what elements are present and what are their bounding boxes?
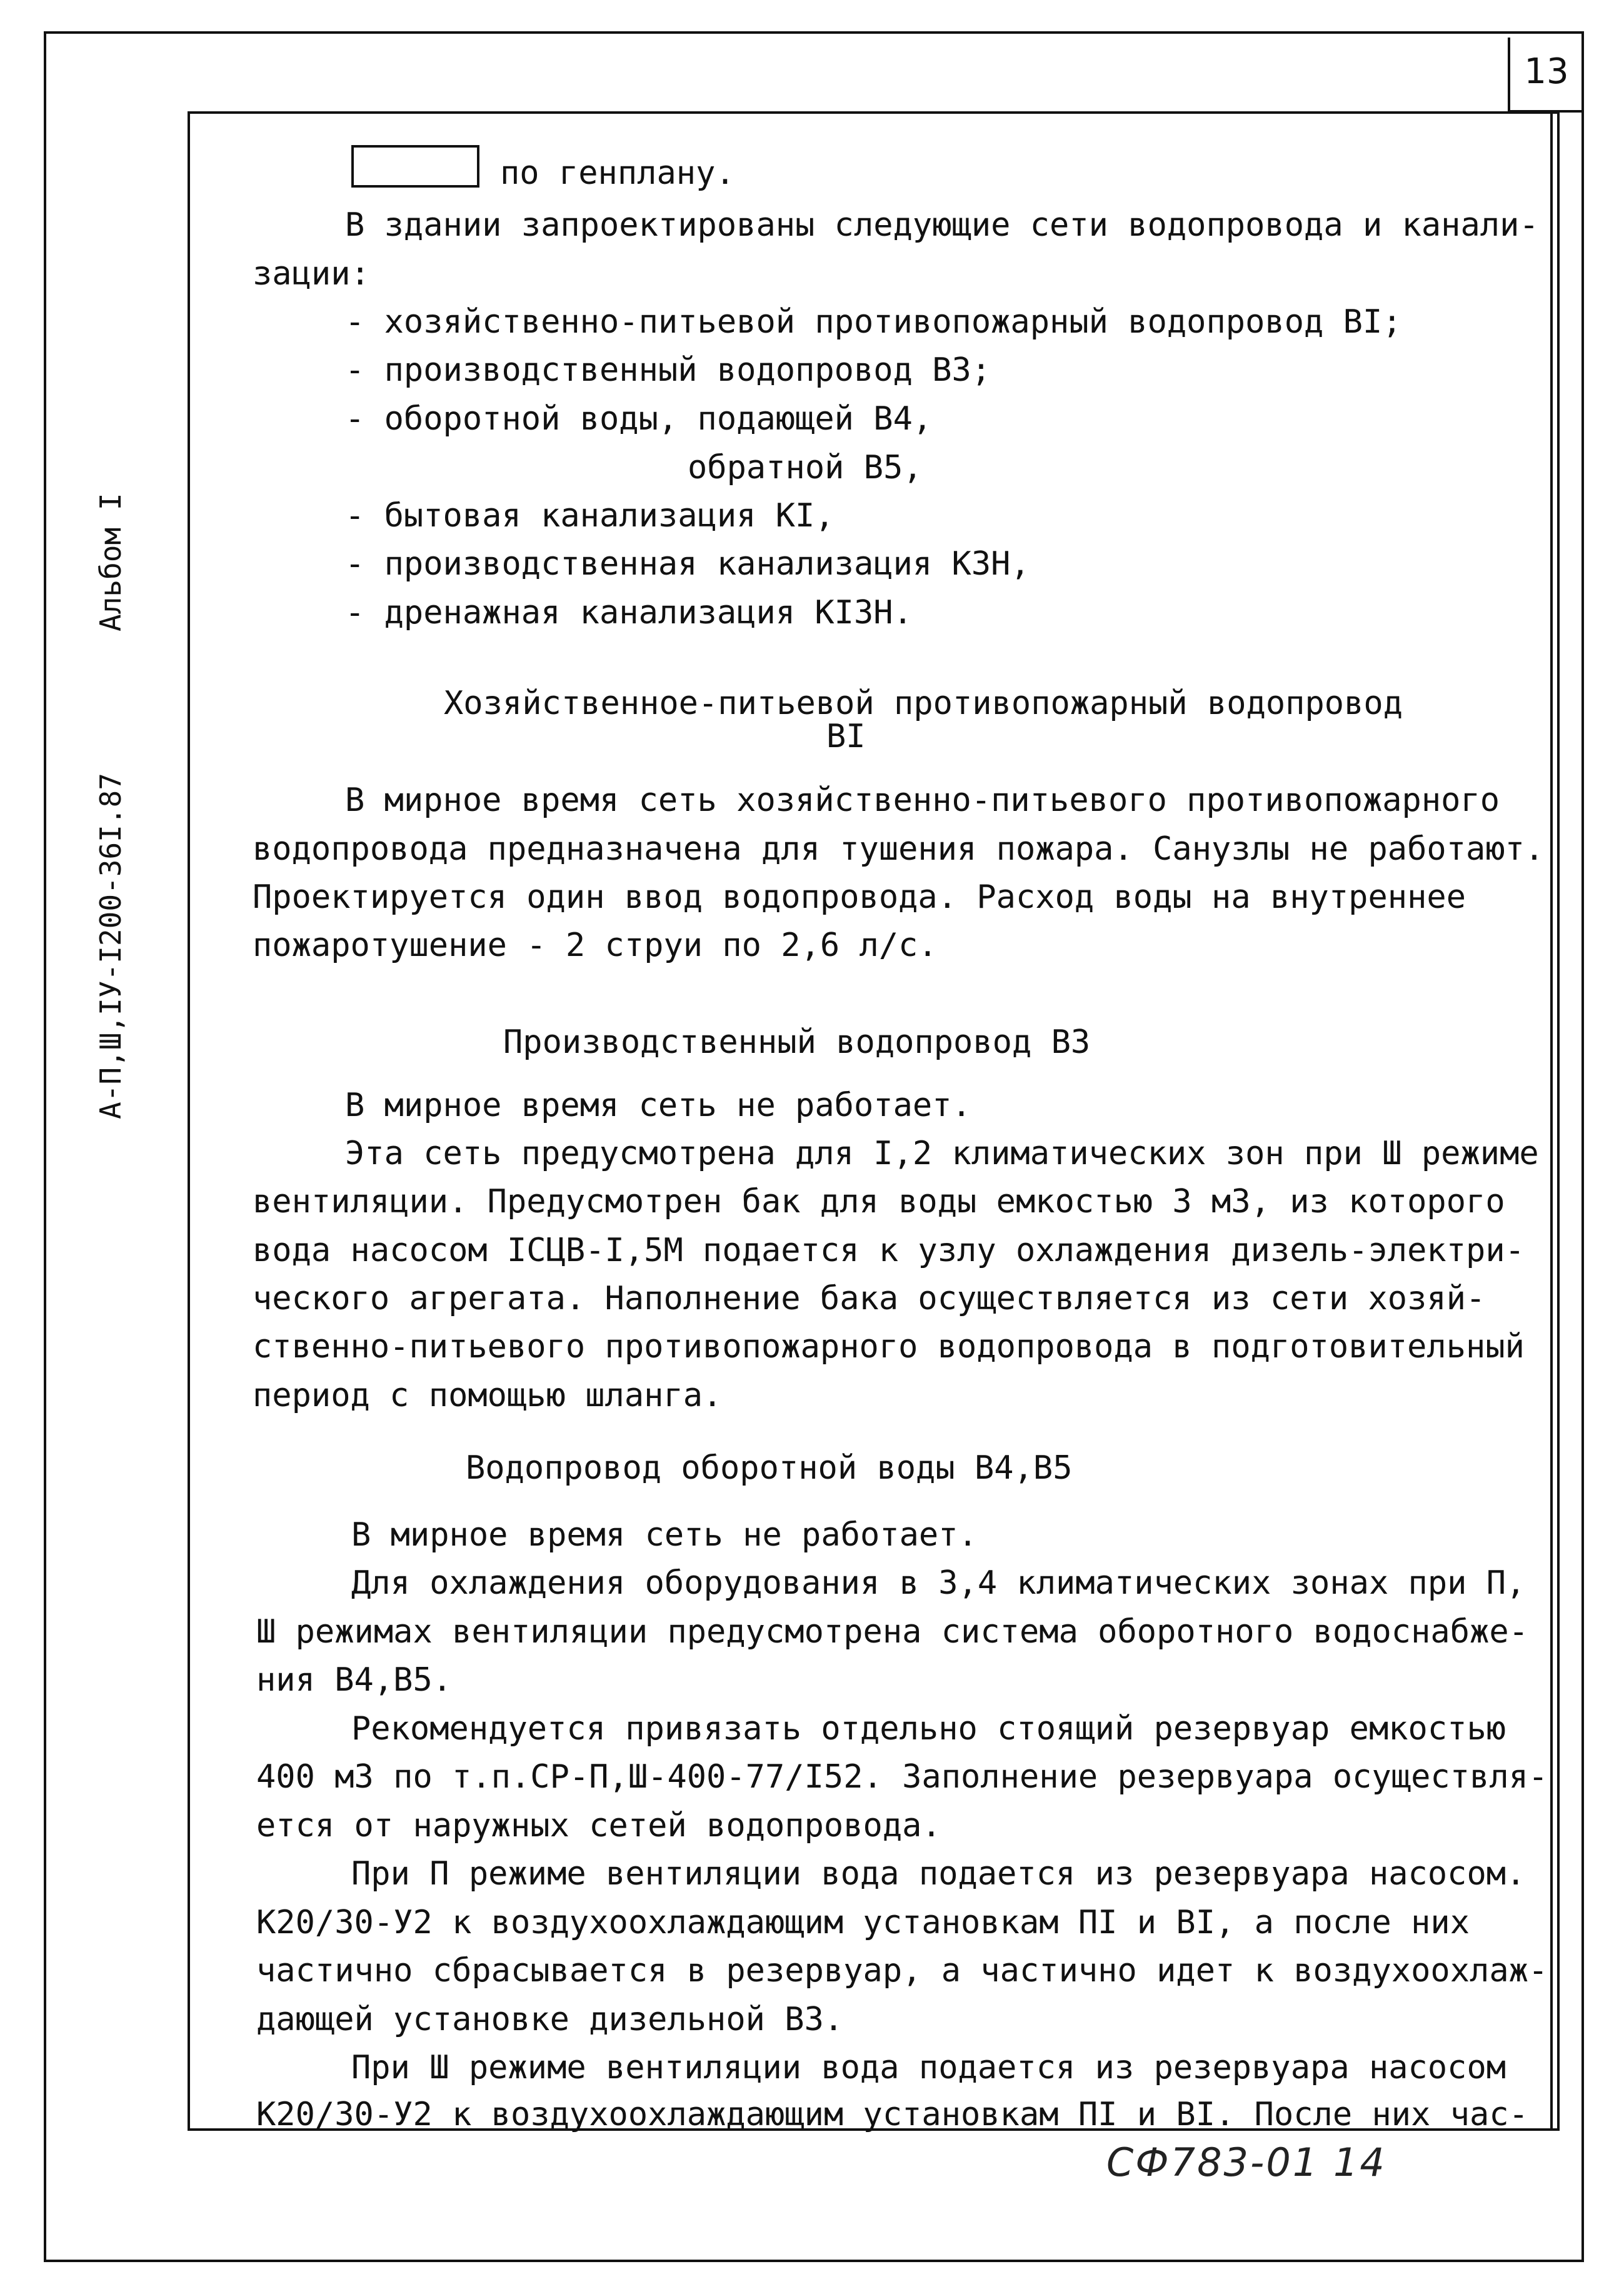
text-line: период с помощью шланга. — [253, 1377, 723, 1414]
intro-line: по генплану. — [500, 154, 735, 192]
footer-code: СФ783-01 14 — [1106, 2140, 1386, 2185]
page-number-box — [1508, 38, 1583, 113]
side-album-label: Альбом I — [94, 493, 128, 631]
text-line: В мирное время сеть не работает. — [351, 1516, 978, 1554]
text-line: ния В4,В5. — [256, 1661, 453, 1699]
inner-frame-right-strip — [1550, 111, 1579, 2131]
list-item: - производственный водопровод В3; — [345, 351, 991, 389]
blank-stamp-box — [351, 145, 479, 188]
text-line: ется от наружных сетей водопровода. — [256, 1807, 941, 1844]
text-line: Рекомендуется привязать отдельно стоящий резервуар емкостью — [351, 1710, 1506, 1748]
text-line: При Ш режиме вентиляции вода подается из резервуара насосом — [351, 2049, 1506, 2086]
text-line: К20/30-У2 к воздухоохлаждающим установкам ПI и ВI, а после них — [256, 1904, 1470, 1941]
text-line: Эта сеть предусмотрена для I,2 климатических зон при Ш режиме — [345, 1135, 1539, 1172]
section-heading: BI — [826, 718, 866, 755]
text-line: зации: — [253, 255, 370, 293]
section-heading: Водопровод оборотной воды В4,В5 — [466, 1449, 1073, 1487]
list-item: - бытовая канализация КI, — [345, 497, 835, 535]
list-item: - производственная канализация К3Н, — [345, 545, 1030, 583]
text-line: Ш режимах вентиляции предусмотрена система оборотного водоснабже- — [256, 1613, 1528, 1651]
text-line: В мирное время сеть не работает. — [345, 1087, 971, 1124]
text-line: частично сбрасывается в резервуар, а частично идет к воздухоохлаж- — [256, 1952, 1548, 1990]
section-heading: Хозяйственное-питьевой противопожарный водопровод — [444, 685, 1403, 722]
list-item: - оборотной воды, подающей В4, — [345, 400, 933, 438]
text-line: вентиляции. Предусмотрен бак для воды емкостью 3 м3, из которого — [253, 1183, 1505, 1220]
text-line: Для охлаждения оборудования в 3,4 климатических зонах при П, — [351, 1564, 1526, 1602]
text-line: вода насосом IСЦВ-I,5М подается к узлу охлаждения дизель-электри- — [253, 1232, 1525, 1269]
page-number: 13 — [1524, 51, 1569, 92]
side-designation: А-П,Ш,IУ-I200-36I.87 — [94, 773, 128, 1119]
section-heading: Производственный водопровод В3 — [503, 1024, 1091, 1061]
text-line: ственно-питьевого противопожарного водопровода в подготовительный — [253, 1328, 1525, 1366]
list-item: - хозяйственно-питьевой противопожарный водопровод BI; — [345, 303, 1402, 341]
list-item: - дренажная канализация КI3Н. — [345, 594, 913, 631]
text-line: 400 м3 по т.п.СР-П,Ш-400-77/I52. Заполнение резервуара осуществля- — [256, 1758, 1548, 1796]
list-item: обратной В5, — [688, 449, 923, 486]
text-line: К20/30-У2 к воздухоохлаждающим установкам ПI и ВI. После них час- — [256, 2096, 1528, 2133]
text-line: При П режиме вентиляции вода подается из резервуара насосом. — [351, 1855, 1526, 1893]
text-line: Проектируется один ввод водопровода. Расход воды на внутреннее — [253, 878, 1466, 916]
text-line: В мирное время сеть хозяйственно-питьевого противопожарного — [345, 782, 1500, 819]
text-line: дающей установке дизельной В3. — [256, 2001, 844, 2038]
text-line: водопровода предназначена для тушения пожара. Санузлы не работают. — [253, 830, 1545, 868]
text-line: пожаротушение - 2 струи по 2,6 л/с. — [253, 927, 938, 964]
text-line: ческого агрегата. Наполнение бака осуществляется из сети хозяй- — [253, 1280, 1486, 1317]
text-line: В здании запроектированы следующие сети водопровода и канали- — [345, 206, 1539, 244]
